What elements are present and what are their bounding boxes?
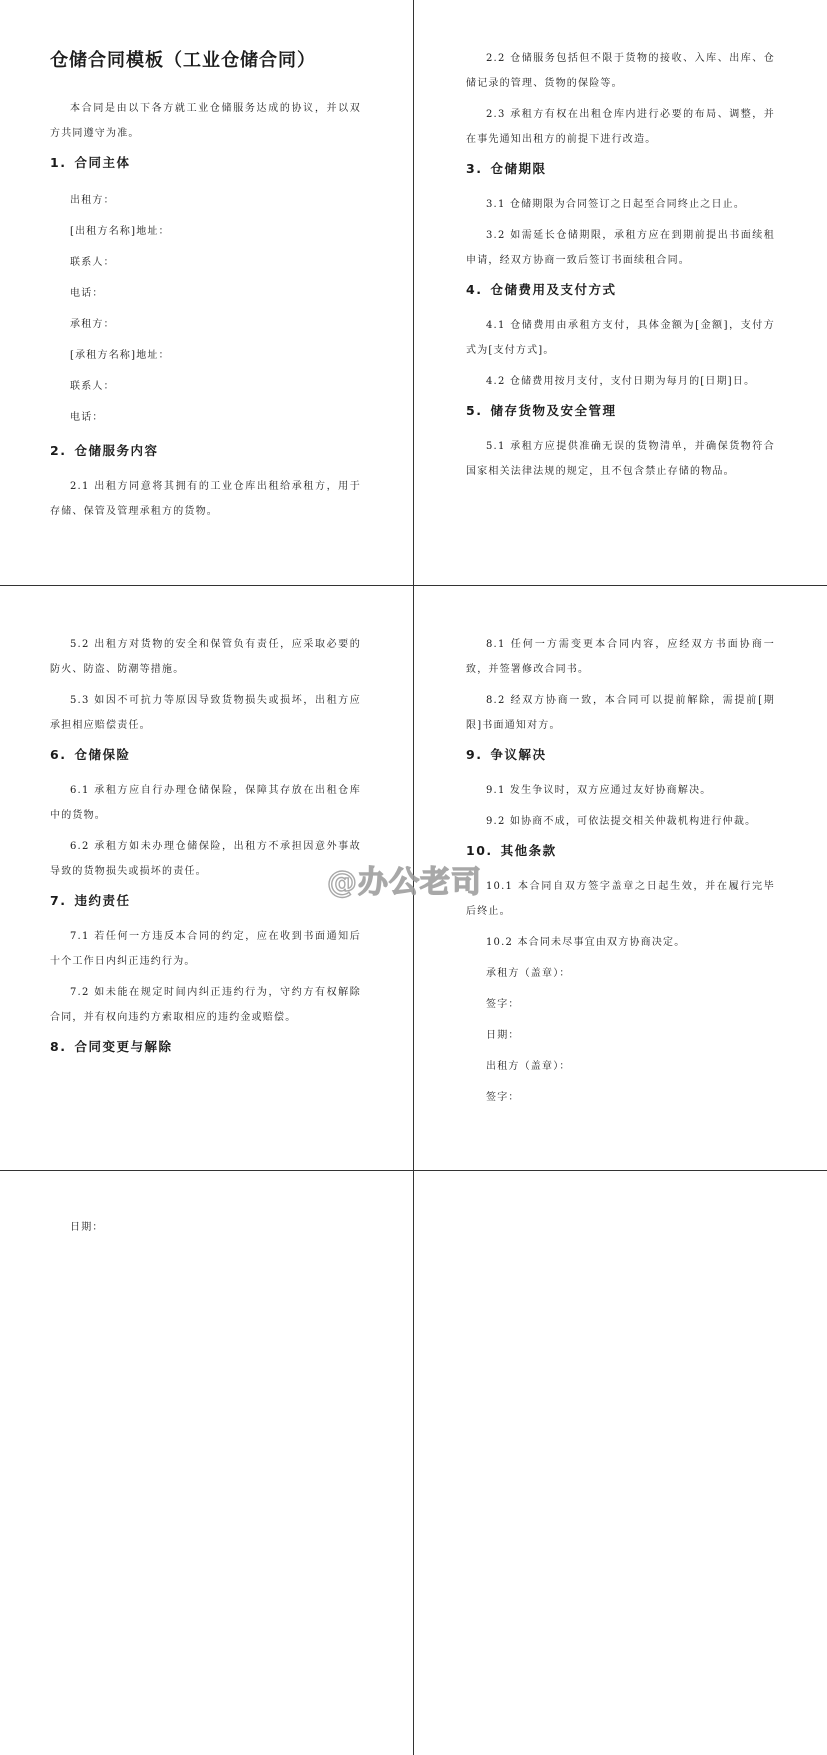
page-1 (0, 0, 413, 585)
lessee-date-line: 日期： (486, 1030, 520, 1041)
section-heading (50, 892, 361, 910)
section-title: 仓储费用及支付方式 (490, 282, 617, 297)
clause-2-1: 2.1 出租方同意将其拥有的工业仓库出租给承租方，用于存储、保管及管理承租方的货物。 (50, 481, 361, 517)
clause-2-3: 2.3 承租方有权在出租仓库内进行必要的布局、调整，并在事先通知出租方的前提下进行改造。 (466, 109, 775, 145)
lessor-signature-line: 签字： (486, 1092, 520, 1103)
clause-8-2: 8.2 经双方协商一致，本合同可以提前解除，需提前[期限]书面通知对方。 (466, 695, 775, 731)
intro-paragraph: 本合同是由以下各方就工业仓储服务达成的协议，并以双方共同遵守为准。 (50, 103, 361, 139)
clause-7-2: 7.2 如未能在规定时间内纠正违约行为，守约方有权解除合同，并有权向违约方索取相应的违约金或赔偿。 (50, 987, 361, 1023)
lessee-signature-line: 签字： (486, 999, 520, 1010)
section-number: 10. (466, 843, 493, 858)
section-title: 仓储保险 (74, 747, 131, 762)
section-number: 6. (50, 747, 67, 762)
watermark: @办公老司 (327, 865, 482, 900)
section-heading (50, 442, 361, 460)
section-heading (466, 746, 775, 764)
section-heading (466, 842, 775, 860)
lessor-seal-line: 出租方（盖章）： (486, 1061, 571, 1072)
lessee-seal-line: 承租方（盖章）： (486, 968, 571, 979)
page-2 (414, 0, 827, 585)
clause-2-2: 2.2 仓储服务包括但不限于货物的接收、入库、出库、仓储记录的管理、货物的保险等。 (466, 53, 775, 89)
section-number: 7. (50, 893, 67, 908)
clause-10-1: 10.1 本合同自双方签字盖章之日起生效，并在履行完毕后终止。 (466, 881, 775, 917)
clause-6-2: 6.2 承租方如未办理仓储保险，出租方不承担因意外事故导致的货物损失或损坏的责任。 (50, 841, 361, 877)
section-number: 4. (466, 282, 483, 297)
clause-7-1: 7.1 若任何一方违反本合同的约定，应在收到书面通知后十个工作日内纠正违约行为。 (50, 931, 361, 967)
section-title: 合同主体 (74, 155, 131, 170)
page-4 (414, 586, 827, 1170)
lessor-date-line: 日期： (70, 1222, 104, 1233)
clause-4-1: 4.1 仓储费用由承租方支付，具体金额为[金额]，支付方式为[支付方式]。 (466, 320, 775, 356)
clause-5-1: 5.1 承租方应提供准确无误的货物清单，并确保货物符合国家相关法律法规的规定，且不包含禁止存储的物品。 (466, 441, 775, 477)
section-title: 争议解决 (490, 747, 547, 762)
section-number: 5. (466, 403, 483, 418)
section-title: 仓储服务内容 (74, 443, 159, 458)
clause-10-2: 10.2 本合同未尽事宜由双方协商决定。 (486, 937, 686, 948)
clause-5-2: 5.2 出租方对货物的安全和保管负有责任，应采取必要的防火、防盗、防潮等措施。 (50, 639, 361, 675)
clause-3-1: 3.1 仓储期限为合同签订之日起至合同终止之日止。 (486, 199, 746, 210)
clause-5-3: 5.3 如因不可抗力等原因导致货物损失或损坏，出租方应承担相应赔偿责任。 (50, 695, 361, 731)
clause-3-2: 3.2 如需延长仓储期限，承租方应在到期前提出书面续租申请，经双方协商一致后签订书面续租合同。 (466, 230, 775, 266)
section-heading (466, 402, 775, 420)
clause-6-1: 6.1 承租方应自行办理仓储保险，保障其存放在出租仓库中的货物。 (50, 785, 361, 821)
lessee-address-field: [承租方名称]地址： (70, 350, 170, 361)
section-number: 2. (50, 443, 67, 458)
lessee-field: 承租方： (70, 319, 115, 330)
lessor-contact-field: 联系人： (70, 257, 115, 268)
page-5 (0, 1171, 413, 1755)
page-3 (0, 586, 413, 1170)
section-heading (466, 281, 775, 299)
section-title: 储存货物及安全管理 (490, 403, 617, 418)
lessor-phone-field: 电话： (70, 288, 104, 299)
clause-4-2: 4.2 仓储费用按月支付，支付日期为每月的[日期]日。 (486, 376, 756, 387)
clause-9-2: 9.2 如协商不成，可依法提交相关仲裁机构进行仲裁。 (486, 816, 757, 827)
section-number: 8. (50, 1039, 67, 1054)
page-6-blank (414, 1171, 827, 1755)
lessee-phone-field: 电话： (70, 412, 104, 423)
section-heading (466, 160, 775, 178)
clause-9-1: 9.1 发生争议时，双方应通过友好协商解决。 (486, 785, 712, 796)
section-title: 违约责任 (74, 893, 131, 908)
section-number: 1. (50, 155, 67, 170)
section-heading (50, 154, 361, 172)
section-heading (50, 1038, 361, 1056)
document-title: 仓储合同模板（工业仓储合同） (50, 50, 316, 71)
lessee-contact-field: 联系人： (70, 381, 115, 392)
section-title: 合同变更与解除 (74, 1039, 173, 1054)
clause-8-1: 8.1 任何一方需变更本合同内容，应经双方书面协商一致，并签署修改合同书。 (466, 639, 775, 675)
section-title: 其他条款 (500, 843, 557, 858)
lessor-field: 出租方： (70, 195, 115, 206)
section-number: 9. (466, 747, 483, 762)
section-title: 仓储期限 (490, 161, 547, 176)
section-number: 3. (466, 161, 483, 176)
section-heading (50, 746, 361, 764)
lessor-address-field: [出租方名称]地址： (70, 226, 170, 237)
